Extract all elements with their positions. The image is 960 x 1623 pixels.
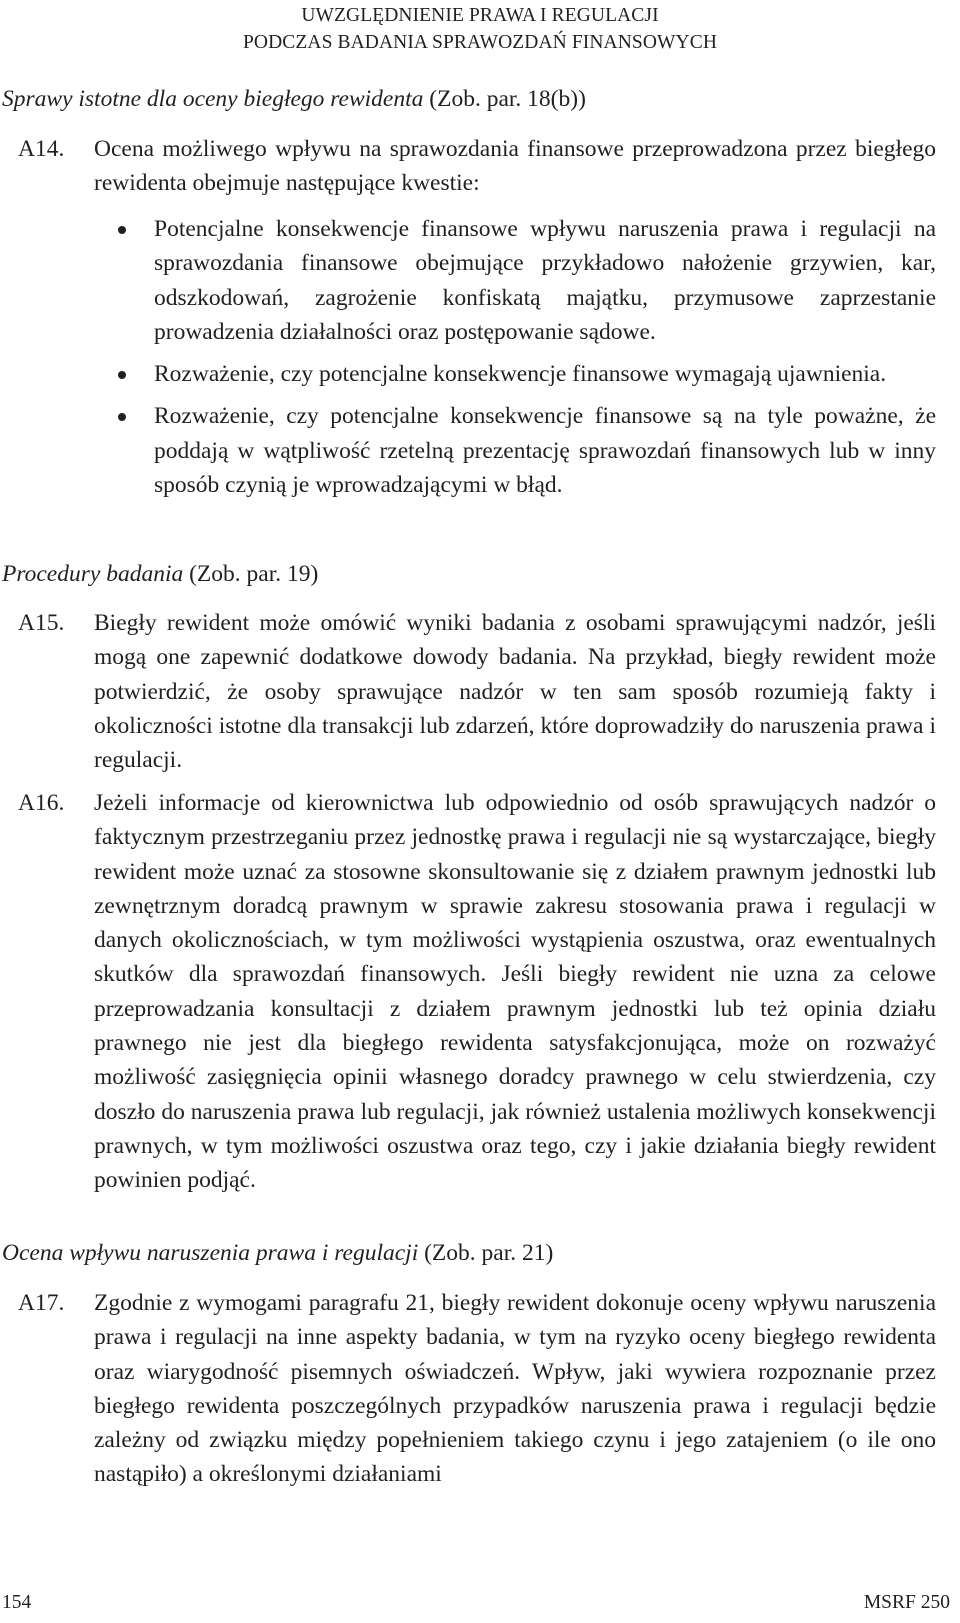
section-heading-reference: (Zob. par. 18(b)) <box>423 86 586 112</box>
paragraph-text: Jeżeli informacje od kierownictwa lub odpowiednio od osób sprawujących nadzór o faktycznym przestrzeganiu przez jednostkę prawa i regulacji nie są wystarczające, biegły rewident może uznać za stosowne skonsultowanie się z działem prawnym jednostki lub zewnętrznym doradcą prawnym w sprawie zakresu stosowania prawa i regulacji w danych okolicznościach, w tym możliwości wystąpienia oszustwa, oraz ewentualnych skutków dla sprawozdań finansowych. Jeśli biegły rewident nie uzna za celowe przeprowadzania konsultacji z działem prawnym jednostki lub też opinia działu prawnego nie jest dla biegłego rewidenta satysfakcjonująca, może on rozważyć możliwość zasięgnięcia opinii własnego doradcy prawnego w celu stwierdzenia, czy doszło do naruszenia prawa lub regulacji, jak również ustalenia możliwych konsekwencji prawnych, w tym możliwości oszustwa oraz tego, czy i jakie działania biegły rewident powinien podjąć. <box>94 790 936 1194</box>
list-item-text: Rozważenie, czy potencjalne konsekwencje finansowe wymagają ujawnienia. <box>154 361 887 388</box>
paragraph-a15 <box>18 606 936 777</box>
section-heading-reference: (Zob. par. 19) <box>183 561 319 587</box>
section-heading-title: Ocena wpływu naruszenia prawa i regulacji <box>2 1240 419 1266</box>
bullet-icon <box>118 371 126 379</box>
paragraph-number: A17. <box>18 1290 65 1316</box>
list-item <box>88 399 936 502</box>
section-heading-title: Sprawy istotne dla oceny biegłego rewidenta <box>2 86 424 112</box>
section-heading-ocena-wplywu <box>2 1238 553 1268</box>
running-header <box>0 2 960 56</box>
bullet-icon <box>118 226 126 234</box>
paragraph-number: A14. <box>18 136 65 162</box>
paragraph-number: A15. <box>18 610 65 636</box>
paragraph-a17 <box>18 1286 936 1492</box>
page-number: 154 <box>2 1592 32 1613</box>
paragraph-a14 <box>18 132 936 201</box>
bullet-icon <box>118 413 126 421</box>
paragraph-text: Biegły rewident może omówić wyniki badania z osobami sprawującymi nadzór, jeśli mogą one zapewnić dodatkowe dowody badania. Na przykład, biegły rewident może potwierdzić, że osoby sprawujące nadzór w ten sam sposób rozumieją fakty i okoliczności istotne dla transakcji lub zdarzeń, które doprowadziły do naruszenia prawa i regulacji. <box>94 610 936 774</box>
section-heading-procedury-badania <box>2 559 318 589</box>
list-item-text: Rozważenie, czy potencjalne konsekwencje finansowe są na tyle poważne, że poddają w wątpliwość rzetelną prezentację sprawozdań finansowych lub w inny sposób czynią je wprowadzającymi w błąd. <box>154 403 936 499</box>
bullet-list <box>88 212 936 510</box>
paragraph-a16 <box>18 786 936 1198</box>
running-header-line-2: PODCZAS BADANIA SPRAWOZDAŃ FINANSOWYCH <box>242 32 718 53</box>
section-heading-sprawy-istotne <box>2 84 586 114</box>
list-item <box>88 357 936 391</box>
section-heading-reference: (Zob. par. 21) <box>418 1240 554 1266</box>
paragraph-text: Zgodnie z wymogami paragrafu 21, biegły rewident dokonuje oceny wpływu naruszenia prawa i regulacji na inne aspekty badania, w tym na ryzyko oceny biegłego rewidenta oraz wiarygodność pisemnych oświadczeń. Wpływ, jaki wywiera rozpoznanie przez biegłego rewidenta poszczególnych przypadków naruszenia prawa i regulacji będzie zależny od związku między popełnieniem takiego czynu i jego zatajeniem (o ile ono nastąpiło) a określonymi działaniami <box>94 1290 936 1488</box>
list-item-text: Potencjalne konsekwencje finansowe wpływu naruszenia prawa i regulacji na sprawozdania finansowe obejmujące przykładowo nałożenie grzywien, kar, odszkodowań, zagrożenie konfiskatą majątku, przymusowe zaprzestanie prowadzenia działalności oraz postępowanie sądowe. <box>154 216 936 345</box>
running-header-line-1: UWZGLĘDNIENIE PRAWA I REGULACJI <box>301 5 659 26</box>
standard-reference: MSRF 250 <box>863 1592 950 1613</box>
paragraph-number: A16. <box>18 790 65 816</box>
paragraph-text: Ocena możliwego wpływu na sprawozdania finansowe przeprowadzona przez biegłego rewidenta obejmuje następujące kwestie: <box>94 136 936 197</box>
section-heading-title: Procedury badania <box>2 561 184 587</box>
list-item <box>88 212 936 349</box>
